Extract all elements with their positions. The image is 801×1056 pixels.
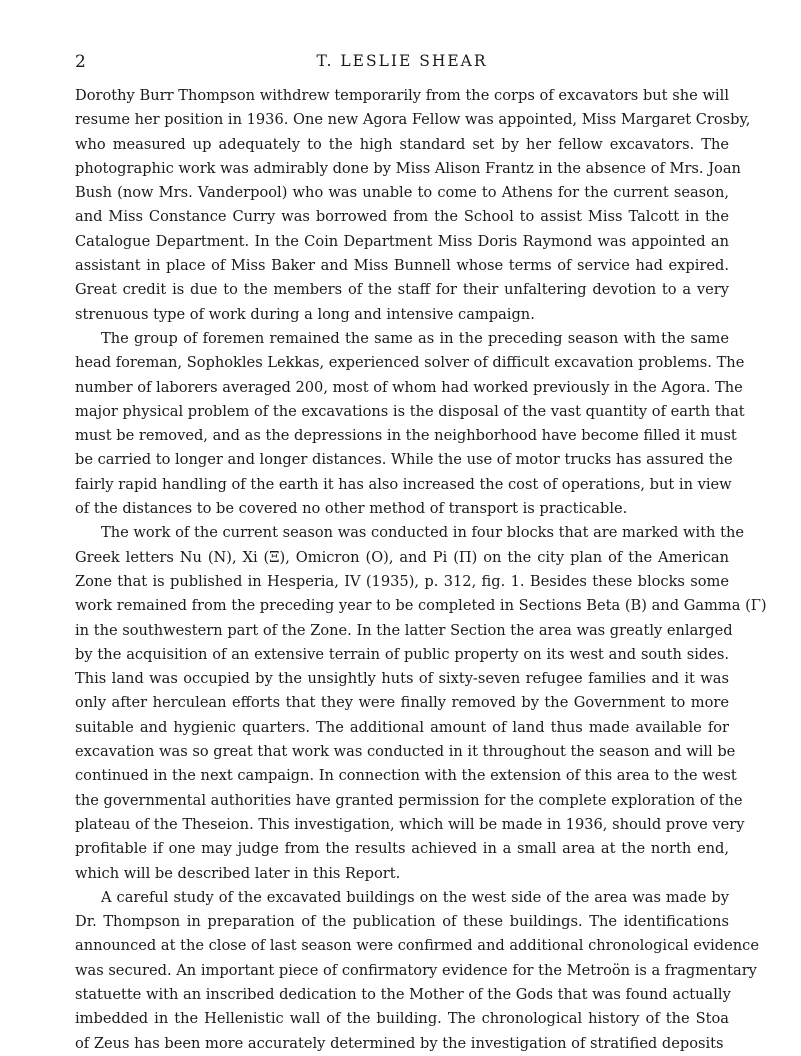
- text-line: and Miss Constance Curry was borrowed from the School to assist Miss Talcott in the: [75, 208, 729, 226]
- text-line: in the southwestern part of the Zone. In the latter Section the area was greatly enlarged: [75, 621, 733, 639]
- text-line: Great credit is due to the members of the staff for their unfaltering devotion to a very: [75, 281, 729, 299]
- text-line: Greek letters Nu (N), Xi (Ξ), Omicron (O), and Pi (Π) on the city plan of the American: [75, 548, 729, 566]
- text-line: The work of the current season was conducted in four blocks that are marked with the: [101, 524, 744, 542]
- text-line: Dr. Thompson in preparation of the publication of these buildings. The identifications: [75, 913, 729, 931]
- text-line: announced at the close of last season were confirmed and additional chronological evidence: [75, 937, 759, 955]
- text-line: assistant in place of Miss Baker and Miss Bunnell whose terms of service had expired.: [75, 257, 729, 275]
- text-line: Bush (now Mrs. Vanderpool) who was unable to come to Athens for the current season,: [75, 184, 729, 202]
- text-line: by the acquisition of an extensive terrain of public property on its west and south sides.: [75, 645, 729, 663]
- text-line: excavation was so great that work was conducted in it throughout the season and will be: [75, 743, 736, 761]
- text-line: was secured. An important piece of confirmatory evidence for the Metroön is a fragmentary: [75, 961, 757, 979]
- text-line: major physical problem of the excavations is the disposal of the vast quantity of earth that: [75, 402, 745, 420]
- text-line: of the distances to be covered no other method of transport is practicable.: [75, 500, 628, 518]
- paragraph: [75, 886, 759, 1056]
- page-header: [75, 52, 729, 78]
- text-line: photographic work was admirably done by Miss Alison Frantz in the absence of Mrs. Joan: [75, 159, 741, 177]
- text-line: only after herculean efforts that they were finally removed by the Government to more: [75, 694, 729, 712]
- text-line: A careful study of the excavated buildings on the west side of the area was made by: [101, 888, 729, 906]
- text-line: Catalogue Department. In the Coin Department Miss Doris Raymond was appointed an: [75, 232, 729, 250]
- text-line: imbedded in the Hellenistic wall of the building. The chronological history of the Stoa: [75, 1010, 729, 1028]
- text-line: strenuous type of work during a long and intensive campaign.: [75, 305, 535, 323]
- text-line: work remained from the preceding year to be completed in Sections Beta (B) and Gamma (Γ): [75, 597, 767, 615]
- text-line: plateau of the Theseion. This investigation, which will be made in 1936, should prove very: [75, 815, 745, 833]
- text-line: who measured up adequately to the high standard set by her fellow excavators. The: [75, 135, 729, 153]
- text-line: Zone that is published in Hesperia, IV (1935), p. 312, fig. 1. Besides these blocks some: [75, 572, 729, 590]
- text-line: The group of foremen remained the same as in the preceding season with the same: [101, 329, 729, 347]
- text-line: of Zeus has been more accurately determined by the investigation of stratified deposits: [75, 1034, 724, 1052]
- text-line: profitable if one may judge from the results achieved in a small area at the north end,: [75, 840, 729, 858]
- text-line: fairly rapid handling of the earth it has also increased the cost of operations, but in view: [75, 475, 732, 493]
- document-page: [75, 52, 767, 1056]
- text-line: the governmental authorities have granted permission for the complete exploration of the: [75, 791, 743, 809]
- paragraph: [75, 84, 751, 327]
- text-line: statuette with an inscribed dedication to the Mother of the Gods that was found actually: [75, 985, 731, 1003]
- text-line: head foreman, Sophokles Lekkas, experienced solver of difficult excavation problems. The: [75, 354, 745, 372]
- text-line: which will be described later in this Report.: [75, 864, 401, 882]
- text-line: number of laborers averaged 200, most of whom had worked previously in the Agora. The: [75, 378, 743, 396]
- paragraph: [75, 521, 767, 885]
- text-line: be carried to longer and longer distances. While the use of motor trucks has assured the: [75, 451, 733, 469]
- text-line: must be removed, and as the depressions in the neighborhood have become filled it must: [75, 427, 737, 445]
- running-title: T. LESLIE SHEAR: [316, 52, 488, 70]
- text-line: This land was occupied by the unsightly huts of sixty-seven refugee families and it was: [75, 670, 729, 688]
- text-line: continued in the next campaign. In connection with the extension of this area to the west: [75, 767, 737, 785]
- body-text: [75, 84, 767, 1056]
- text-line: suitable and hygienic quarters. The additional amount of land thus made available for: [75, 718, 729, 736]
- text-line: resume her position in 1936. One new Agora Fellow was appointed, Miss Margaret Crosby,: [75, 111, 751, 129]
- paragraph: [75, 327, 745, 521]
- page-number: 2: [75, 52, 86, 72]
- text-line: Dorothy Burr Thompson withdrew temporarily from the corps of excavators but she will: [75, 87, 729, 104]
